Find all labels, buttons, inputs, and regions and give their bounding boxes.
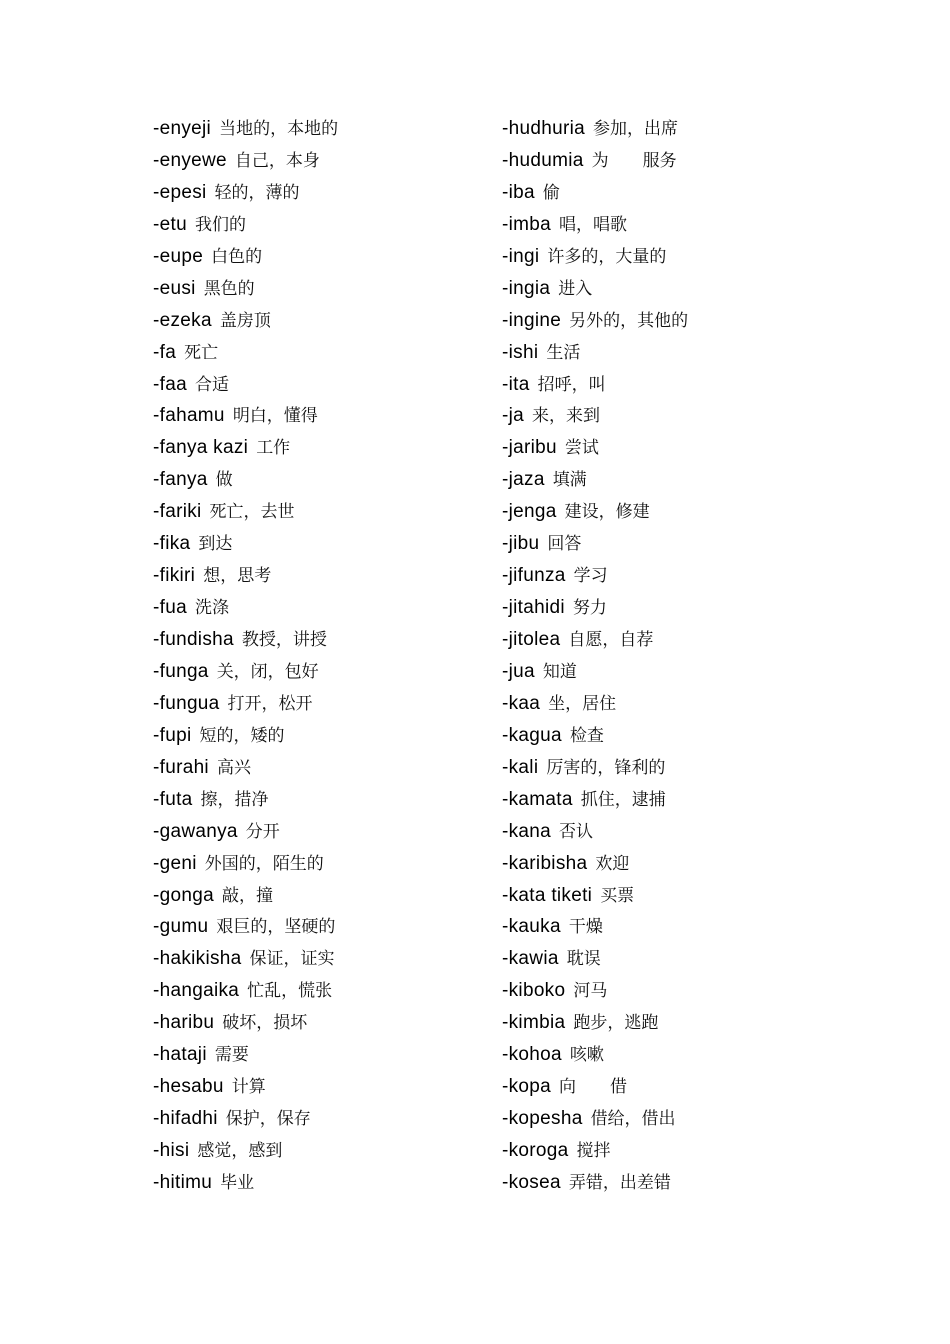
swahili-word: -fika <box>153 533 191 555</box>
swahili-word: -futa <box>153 788 193 810</box>
chinese-meaning: 打开，松开 <box>227 693 313 714</box>
chinese-meaning: 努力 <box>572 598 607 619</box>
chinese-meaning: 尝试 <box>564 438 599 459</box>
swahili-word: -iba <box>502 181 535 203</box>
chinese-meaning: 明白，懂得 <box>232 406 318 427</box>
vocabulary-entry <box>502 911 862 943</box>
swahili-word: -hitimu <box>153 1171 213 1193</box>
chinese-meaning: 外国的，陌生的 <box>204 853 324 874</box>
vocabulary-column-left <box>153 113 513 1199</box>
chinese-meaning: 买票 <box>600 885 635 906</box>
vocabulary-entry <box>502 209 862 241</box>
chinese-meaning: 忙乱，慌张 <box>247 981 333 1002</box>
vocabulary-entry <box>153 1007 513 1039</box>
chinese-meaning: 高兴 <box>216 757 251 778</box>
vocabulary-entry <box>153 1167 513 1199</box>
swahili-word: -hisi <box>153 1140 190 1161</box>
vocabulary-entry <box>153 848 513 880</box>
swahili-word: -kopesha <box>502 1108 583 1130</box>
chinese-meaning: 我们的 <box>194 214 246 235</box>
vocabulary-entry <box>502 177 862 209</box>
vocabulary-entry <box>153 816 513 848</box>
vocabulary-entry <box>502 688 862 720</box>
chinese-meaning: 借给，借出 <box>590 1109 676 1130</box>
swahili-word: -hangaika <box>153 980 240 1002</box>
chinese-meaning: 耽误 <box>566 949 601 970</box>
chinese-meaning: 自愿，自荐 <box>568 630 654 650</box>
swahili-word: -etu <box>153 213 187 235</box>
chinese-meaning: 工作 <box>256 438 291 459</box>
chinese-meaning: 弄错，出差错 <box>568 1172 671 1193</box>
chinese-meaning: 做 <box>215 470 233 491</box>
swahili-word: -ita <box>502 373 530 395</box>
vocabulary-entry <box>153 911 513 943</box>
chinese-meaning: 想，思考 <box>203 566 272 587</box>
vocabulary-entry <box>502 241 862 273</box>
vocabulary-entry <box>502 145 862 177</box>
vocabulary-entry <box>153 880 513 912</box>
vocabulary-entry <box>153 688 513 720</box>
chinese-meaning: 死亡 <box>184 342 219 363</box>
swahili-word: -kosea <box>502 1171 561 1193</box>
vocabulary-entry <box>153 113 513 145</box>
chinese-meaning: 知道 <box>542 661 577 682</box>
vocabulary-entry <box>502 1071 862 1103</box>
vocabulary-entry <box>502 1039 862 1071</box>
vocabulary-entry <box>153 656 513 688</box>
vocabulary-entry <box>153 1103 513 1135</box>
chinese-meaning: 教授，讲授 <box>241 630 327 650</box>
swahili-word: -kaa <box>502 692 541 714</box>
chinese-meaning: 填满 <box>552 470 587 491</box>
vocabulary-entry <box>502 1007 862 1039</box>
swahili-word: -jaribu <box>502 437 557 459</box>
swahili-word: -gonga <box>153 884 214 906</box>
vocabulary-entry <box>153 943 513 975</box>
swahili-word: -hakikisha <box>153 948 242 970</box>
chinese-meaning: 检查 <box>569 725 604 746</box>
chinese-meaning: 进入 <box>558 278 593 299</box>
chinese-meaning: 来，来到 <box>532 406 601 427</box>
chinese-meaning: 洗涤 <box>194 598 229 619</box>
chinese-meaning: 盖房顶 <box>219 310 271 331</box>
chinese-meaning: 回答 <box>547 534 582 555</box>
swahili-word: -hudumia <box>502 149 584 171</box>
vocabulary-entry <box>502 305 862 337</box>
vocabulary-entry <box>153 560 513 592</box>
vocabulary-entry <box>502 624 862 656</box>
vocabulary-entry <box>153 624 513 656</box>
chinese-meaning: 抓住，逮捕 <box>580 789 666 810</box>
swahili-word: -kali <box>502 756 539 778</box>
vocabulary-entry <box>502 784 862 816</box>
chinese-meaning: 保护，保存 <box>225 1109 311 1130</box>
swahili-word: -fahamu <box>153 405 225 427</box>
vocabulary-entry <box>153 1039 513 1071</box>
swahili-word: -ishi <box>502 341 539 363</box>
swahili-word: -ja <box>502 405 525 427</box>
chinese-meaning: 跑步，逃跑 <box>573 1013 659 1034</box>
swahili-word: -funga <box>153 660 209 682</box>
swahili-word: -jitolea <box>502 629 561 650</box>
swahili-word: -epesi <box>153 181 207 203</box>
chinese-meaning: 另外的，其他的 <box>569 310 689 331</box>
chinese-meaning: 白色的 <box>211 246 263 267</box>
vocabulary-entry <box>502 560 862 592</box>
vocabulary-entry <box>153 464 513 496</box>
swahili-word: -fanya kazi <box>153 437 249 459</box>
vocabulary-entry <box>153 720 513 752</box>
chinese-meaning: 死亡，去世 <box>209 502 295 523</box>
chinese-meaning: 参加，出席 <box>592 119 678 139</box>
swahili-word: -kawia <box>502 948 559 970</box>
swahili-word: -kata tiketi <box>502 884 593 906</box>
swahili-word: -jitahidi <box>502 597 565 619</box>
chinese-meaning: 许多的，大量的 <box>547 246 667 267</box>
swahili-word: -fungua <box>153 692 220 714</box>
chinese-meaning: 到达 <box>198 534 233 555</box>
vocabulary-entry <box>502 880 862 912</box>
vocabulary-entry <box>502 113 862 145</box>
vocabulary-entry <box>502 656 862 688</box>
swahili-word: -kamata <box>502 788 573 810</box>
chinese-meaning: 破坏，损坏 <box>222 1013 308 1034</box>
swahili-word: -haribu <box>153 1012 215 1034</box>
vocabulary-entry <box>502 528 862 560</box>
chinese-meaning: 干燥 <box>568 917 603 938</box>
vocabulary-entry <box>502 464 862 496</box>
vocabulary-entry <box>153 592 513 624</box>
chinese-meaning: 自己，本身 <box>234 150 320 171</box>
swahili-word: -faa <box>153 373 187 395</box>
swahili-word: -eusi <box>153 277 196 299</box>
chinese-meaning: 短的，矮的 <box>199 725 285 746</box>
vocabulary-entry <box>502 432 862 464</box>
chinese-meaning: 黑色的 <box>203 278 255 299</box>
vocabulary-entry <box>153 528 513 560</box>
chinese-meaning: 计算 <box>231 1077 266 1098</box>
swahili-word: -fanya <box>153 469 208 491</box>
vocabulary-entry <box>153 496 513 528</box>
swahili-word: -karibisha <box>502 852 588 874</box>
vocabulary-entry <box>153 337 513 369</box>
vocabulary-entry <box>502 496 862 528</box>
vocabulary-entry <box>153 432 513 464</box>
vocabulary-entry <box>153 209 513 241</box>
swahili-word: -ingine <box>502 309 562 331</box>
swahili-word: -ingi <box>502 245 540 267</box>
vocabulary-entry <box>502 816 862 848</box>
swahili-word: -imba <box>502 213 552 235</box>
swahili-word: -fikiri <box>153 565 196 587</box>
swahili-word: -enyeji <box>153 118 212 139</box>
chinese-meaning: 招呼，叫 <box>537 374 606 395</box>
vocabulary-entry <box>502 848 862 880</box>
swahili-word: -jua <box>502 660 535 682</box>
chinese-meaning: 河马 <box>573 981 608 1002</box>
vocabulary-column-right <box>502 113 862 1199</box>
vocabulary-entry <box>502 337 862 369</box>
swahili-word: -furahi <box>153 756 209 778</box>
swahili-word: -kiboko <box>502 980 566 1002</box>
chinese-meaning: 分开 <box>245 821 280 842</box>
chinese-meaning: 保证，证实 <box>249 949 335 970</box>
swahili-word: -kagua <box>502 724 562 746</box>
vocabulary-entry <box>502 273 862 305</box>
vocabulary-entry <box>502 1135 862 1167</box>
chinese-meaning: 合适 <box>194 374 229 395</box>
swahili-word: -fua <box>153 597 187 619</box>
vocabulary-entry <box>153 145 513 177</box>
swahili-word: -jaza <box>502 469 545 491</box>
vocabulary-entry <box>153 305 513 337</box>
swahili-word: -fupi <box>153 724 192 746</box>
chinese-meaning: 否认 <box>559 821 594 842</box>
vocabulary-entry <box>153 177 513 209</box>
chinese-meaning: 咳嗽 <box>569 1045 604 1066</box>
swahili-word: -kopa <box>502 1076 552 1098</box>
swahili-word: -jenga <box>502 501 557 523</box>
swahili-word: -kana <box>502 820 552 842</box>
chinese-meaning: 当地的，本地的 <box>219 119 339 139</box>
vocabulary-entry <box>153 400 513 432</box>
swahili-word: -fa <box>153 341 177 363</box>
swahili-word: -eupe <box>153 245 204 267</box>
swahili-word: -geni <box>153 852 197 874</box>
chinese-meaning: 轻的，薄的 <box>214 182 300 203</box>
chinese-meaning: 偷 <box>542 182 560 203</box>
chinese-meaning: 感觉，感到 <box>197 1141 283 1161</box>
vocabulary-entry <box>153 1071 513 1103</box>
chinese-meaning: 需要 <box>214 1045 249 1066</box>
vocabulary-entry <box>153 1135 513 1167</box>
vocabulary-entry <box>502 752 862 784</box>
vocabulary-entry <box>502 1103 862 1135</box>
chinese-meaning: 欢迎 <box>595 853 630 874</box>
swahili-word: -fundisha <box>153 629 234 650</box>
vocabulary-entry <box>502 592 862 624</box>
swahili-word: -hifadhi <box>153 1108 218 1130</box>
swahili-word: -gumu <box>153 916 209 938</box>
vocabulary-entry <box>153 784 513 816</box>
vocabulary-entry <box>153 752 513 784</box>
vocabulary-entry <box>153 975 513 1007</box>
swahili-word: -fariki <box>153 501 202 523</box>
vocabulary-entry <box>502 369 862 401</box>
chinese-meaning: 坐，居住 <box>548 693 617 714</box>
chinese-meaning: 擦，措净 <box>200 789 269 810</box>
vocabulary-entry <box>502 943 862 975</box>
vocabulary-entry <box>502 400 862 432</box>
chinese-meaning: 学习 <box>573 566 608 587</box>
vocabulary-entry <box>502 720 862 752</box>
vocabulary-entry <box>153 241 513 273</box>
chinese-meaning: 搅拌 <box>576 1141 611 1161</box>
swahili-word: -jifunza <box>502 565 566 587</box>
vocabulary-entry <box>502 1167 862 1199</box>
vocabulary-entry <box>153 273 513 305</box>
swahili-word: -enyewe <box>153 149 227 171</box>
swahili-word: -koroga <box>502 1140 569 1161</box>
swahili-word: -kauka <box>502 916 561 938</box>
swahili-word: -hesabu <box>153 1076 224 1098</box>
swahili-word: -hataji <box>153 1044 207 1066</box>
swahili-word: -kimbia <box>502 1012 566 1034</box>
swahili-word: -gawanya <box>153 820 238 842</box>
chinese-meaning: 生活 <box>546 342 581 363</box>
chinese-meaning: 艰巨的，坚硬的 <box>216 917 336 938</box>
vocabulary-entry <box>153 369 513 401</box>
vocabulary-entry <box>502 975 862 1007</box>
chinese-meaning: 关，闭，包好 <box>216 661 319 682</box>
chinese-meaning: 向 借 <box>559 1077 628 1098</box>
chinese-meaning: 建设，修建 <box>564 502 650 523</box>
chinese-meaning: 敲，撞 <box>221 885 273 906</box>
swahili-word: -hudhuria <box>502 118 585 139</box>
chinese-meaning: 厉害的，锋利的 <box>546 757 666 778</box>
chinese-meaning: 唱，唱歌 <box>559 214 628 235</box>
swahili-word: -jibu <box>502 533 540 555</box>
swahili-word: -kohoa <box>502 1044 562 1066</box>
chinese-meaning: 为 服务 <box>591 150 677 171</box>
chinese-meaning: 毕业 <box>220 1172 255 1193</box>
swahili-word: -ezeka <box>153 309 212 331</box>
swahili-word: -ingia <box>502 277 551 299</box>
